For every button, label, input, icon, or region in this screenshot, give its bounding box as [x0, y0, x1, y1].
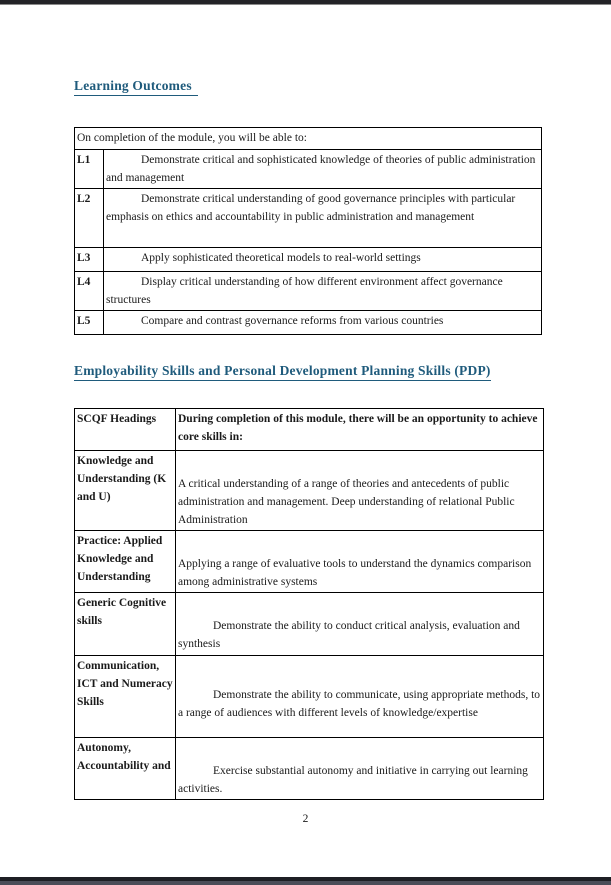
table-row	[75, 593, 544, 656]
outcome-text-cell	[104, 189, 542, 248]
employability-skills-table	[74, 408, 544, 800]
scqf-heading: Knowledge and Understanding (K and U)	[75, 451, 176, 531]
bottom-taskbar-strip	[0, 881, 611, 885]
page-number: 2	[302, 813, 309, 825]
outcome-code: L2	[75, 189, 104, 248]
table-header-row	[75, 409, 544, 451]
table-row	[75, 311, 542, 335]
scqf-heading: Autonomy, Accountability and	[75, 738, 176, 800]
outcome-text-cell	[104, 248, 542, 272]
outcomes-table-caption: On completion of the module, you will be able to:	[75, 128, 542, 150]
outcome-text: Demonstrate critical understanding of good governance principles with particular emphasis on ethics and accountability in public administration and management	[106, 193, 516, 223]
table-row	[75, 531, 544, 593]
outcome-text: Compare and contrast governance reforms from various countries	[141, 315, 444, 327]
skill-description: Demonstrate the ability to communicate, using appropriate methods, to a range of audiences with different levels of knowledge/expertise	[178, 689, 541, 719]
table-row	[75, 189, 542, 248]
table-row	[75, 272, 542, 311]
outcome-text: Apply sophisticated theoretical models to real-world settings	[141, 252, 421, 264]
table-row	[75, 451, 544, 531]
table-row	[75, 248, 542, 272]
skills-col1-header: SCQF Headings	[75, 409, 176, 451]
outcome-code: L4	[75, 272, 104, 311]
section-heading-employability-skills: Employability Skills and Personal Development Planning Skills (PDP)	[74, 363, 491, 381]
section-heading-learning-outcomes: Learning Outcomes	[74, 78, 198, 96]
table-row	[75, 150, 542, 189]
skill-description-cell	[176, 451, 544, 531]
skill-description: A critical understanding of a range of theories and antecedents of public administration and management. Deep understanding of relational Public Administration	[178, 478, 515, 526]
outcome-text-cell	[104, 311, 542, 335]
scqf-heading: Communication, ICT and Numeracy Skills	[75, 656, 176, 738]
skill-description-cell	[176, 531, 544, 593]
skill-description-cell	[176, 593, 544, 656]
outcome-text: Display critical understanding of how different environment affect governance structures	[106, 276, 503, 306]
skill-description: Exercise substantial autonomy and initiative in carrying out learning activities.	[178, 765, 528, 795]
outcome-code: L1	[75, 150, 104, 189]
skill-description-cell	[176, 738, 544, 800]
scqf-heading: Generic Cognitive skills	[75, 593, 176, 656]
table-row	[75, 656, 544, 738]
skill-description: Applying a range of evaluative tools to understand the dynamics comparison among administrative systems	[178, 558, 532, 588]
skill-description-cell	[176, 656, 544, 738]
skill-description: Demonstrate the ability to conduct critical analysis, evaluation and synthesis	[178, 620, 520, 650]
top-window-bar	[0, 0, 611, 5]
skills-col2-header: During completion of this module, there will be an opportunity to achieve core skills in:	[176, 409, 544, 451]
outcome-text: Demonstrate critical and sophisticated knowledge of theories of public administration and management	[106, 154, 536, 184]
scqf-heading: Practice: Applied Knowledge and Understanding	[75, 531, 176, 593]
outcome-text-cell	[104, 272, 542, 311]
outcome-code: L3	[75, 248, 104, 272]
outcome-code: L5	[75, 311, 104, 335]
learning-outcomes-table	[74, 127, 542, 335]
outcome-text-cell	[104, 150, 542, 189]
table-row	[75, 738, 544, 800]
table-header-row	[75, 128, 542, 150]
